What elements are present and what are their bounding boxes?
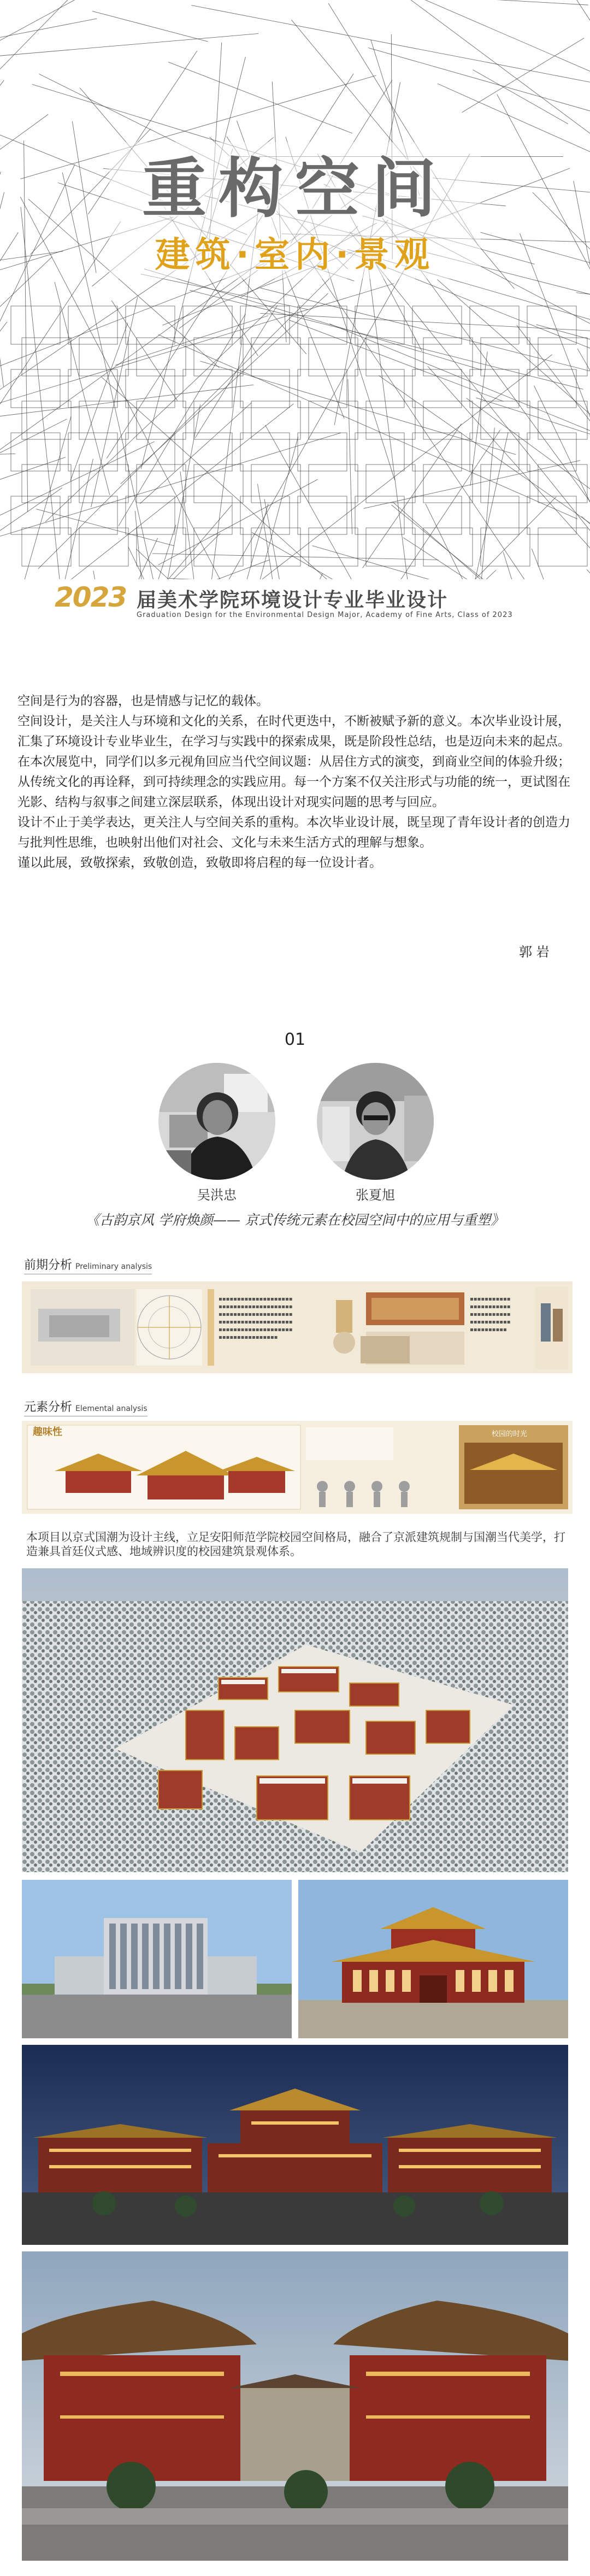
section-label-text: 前期分析 [24,1258,73,1272]
night-campus-rendering [22,2045,568,2245]
section-label-text: 元素分析 [24,1401,73,1414]
caption-chinese: 届美术学院环境设计专业毕业设计 [137,589,449,611]
project-number: 01 [284,1030,306,1049]
intro-paragraph: 在本次展览中，同学们以多元视角回应当代空间议题：从居住方式的演变，到商业空间的体验升级；从传统文化的再诠释，到可持续理念的实践应用。每一个方案不仅关注形式与功能的统一，更试图在光影、结构与叙事之间建立深层联系，体现出设计对现实问题的思考与回应。 [17,755,570,809]
author-signature: 郭 岩 [519,944,550,960]
intro-paragraph: 谨以此展，致敬探索，致敬创造，致敬即将启程的每一位设计者。 [17,856,382,870]
intro-text [17,691,573,873]
hero-banner [0,0,590,623]
intro-paragraph: 设计不止于美学表达，更关注人与空间关系的重构。本次毕业设计展，既呈现了青年设计者的创造力与批判性思维，也映射出他们对社会、文化与未来生活方式的理解与想象。 [17,815,570,850]
section-label-preliminary [24,1256,152,1274]
designer-portrait [158,1063,275,1180]
analysis-paragraph: ▪▪▪▪▪▪▪▪▪▪▪ ▪▪▪▪▪▪▪▪▪▪▪ ▪▪▪▪▪▪▪▪▪▪▪ ▪▪▪▪▪▪▪▪▪▪▪ ▪▪▪▪▪▪▪▪▪▪ [470,1296,511,1333]
elemental-analysis-board [22,1421,573,1514]
modern-building-rendering [22,1880,292,2038]
hero-caption [55,581,535,619]
year-mark: 2023 [55,581,127,613]
project-title: 《古韵京风 学府焕颜—— 京式传统元素在校园空间中的应用与重塑》 [86,1212,504,1228]
analysis-paragraph: ▪▪▪▪▪▪▪▪▪▪▪▪▪▪▪▪▪▪▪▪ ▪▪▪▪▪▪▪▪▪▪▪▪▪▪▪▪▪▪▪▪ ▪▪▪▪▪▪▪▪▪▪▪▪▪▪▪▪▪▪▪▪ ▪▪▪▪▪▪▪▪▪▪▪▪▪▪▪▪▪▪▪▪ ▪▪▪▪▪▪▪▪▪▪▪▪▪▪▪▪▪▪▪▪ ▪▪▪▪▪▪▪▪▪▪▪▪▪▪▪▪ [219,1296,293,1340]
aerial-rendering [22,1568,568,1872]
designer-name: 吴洪忠 [197,1187,237,1203]
caption-english: Graduation Design for the Environmental Design Major, Academy of Fine Arts, Class of 2023 [137,611,513,619]
section-label-elemental [24,1398,148,1416]
section-label-en: Elemental analysis [75,1404,148,1413]
preliminary-analysis-board [22,1281,573,1373]
board-tag: 校园的时光 [492,1430,528,1438]
intro-paragraph: 空间是行为的容器，也是情感与记忆的载体。 [17,694,269,708]
board-tag: 趣味性 [33,1426,62,1438]
intro-paragraph: 空间设计，是关注人与环境和文化的关系，在时代更迭中，不断被赋予新的意义。本次毕业设计展，汇集了环境设计专业毕业生，在学习与实践中的探索成果，既是阶段性总结，也是迈向未来的起点。 [17,714,570,749]
hero-subtitle: 建筑·室内·景观 [155,235,435,275]
front-elevation-rendering [22,2251,568,2561]
palace-building-rendering [298,1880,568,2038]
wireframe-structure-illustration [0,0,590,579]
analysis-board-graphic [22,1421,573,1514]
hero-title: 重构空间 [141,151,448,226]
project-summary: 本项目以京式国潮为设计主线，立足安阳师范学院校园空间格局，融合了京派建筑规制与国潮当代美学，打造兼具首廷仪式感、地域辨识度的校园建筑景观体系。 [26,1531,565,1558]
designer-portrait [317,1063,434,1180]
section-label-en: Preliminary analysis [75,1262,152,1271]
designer-name: 张夏旭 [356,1187,395,1203]
